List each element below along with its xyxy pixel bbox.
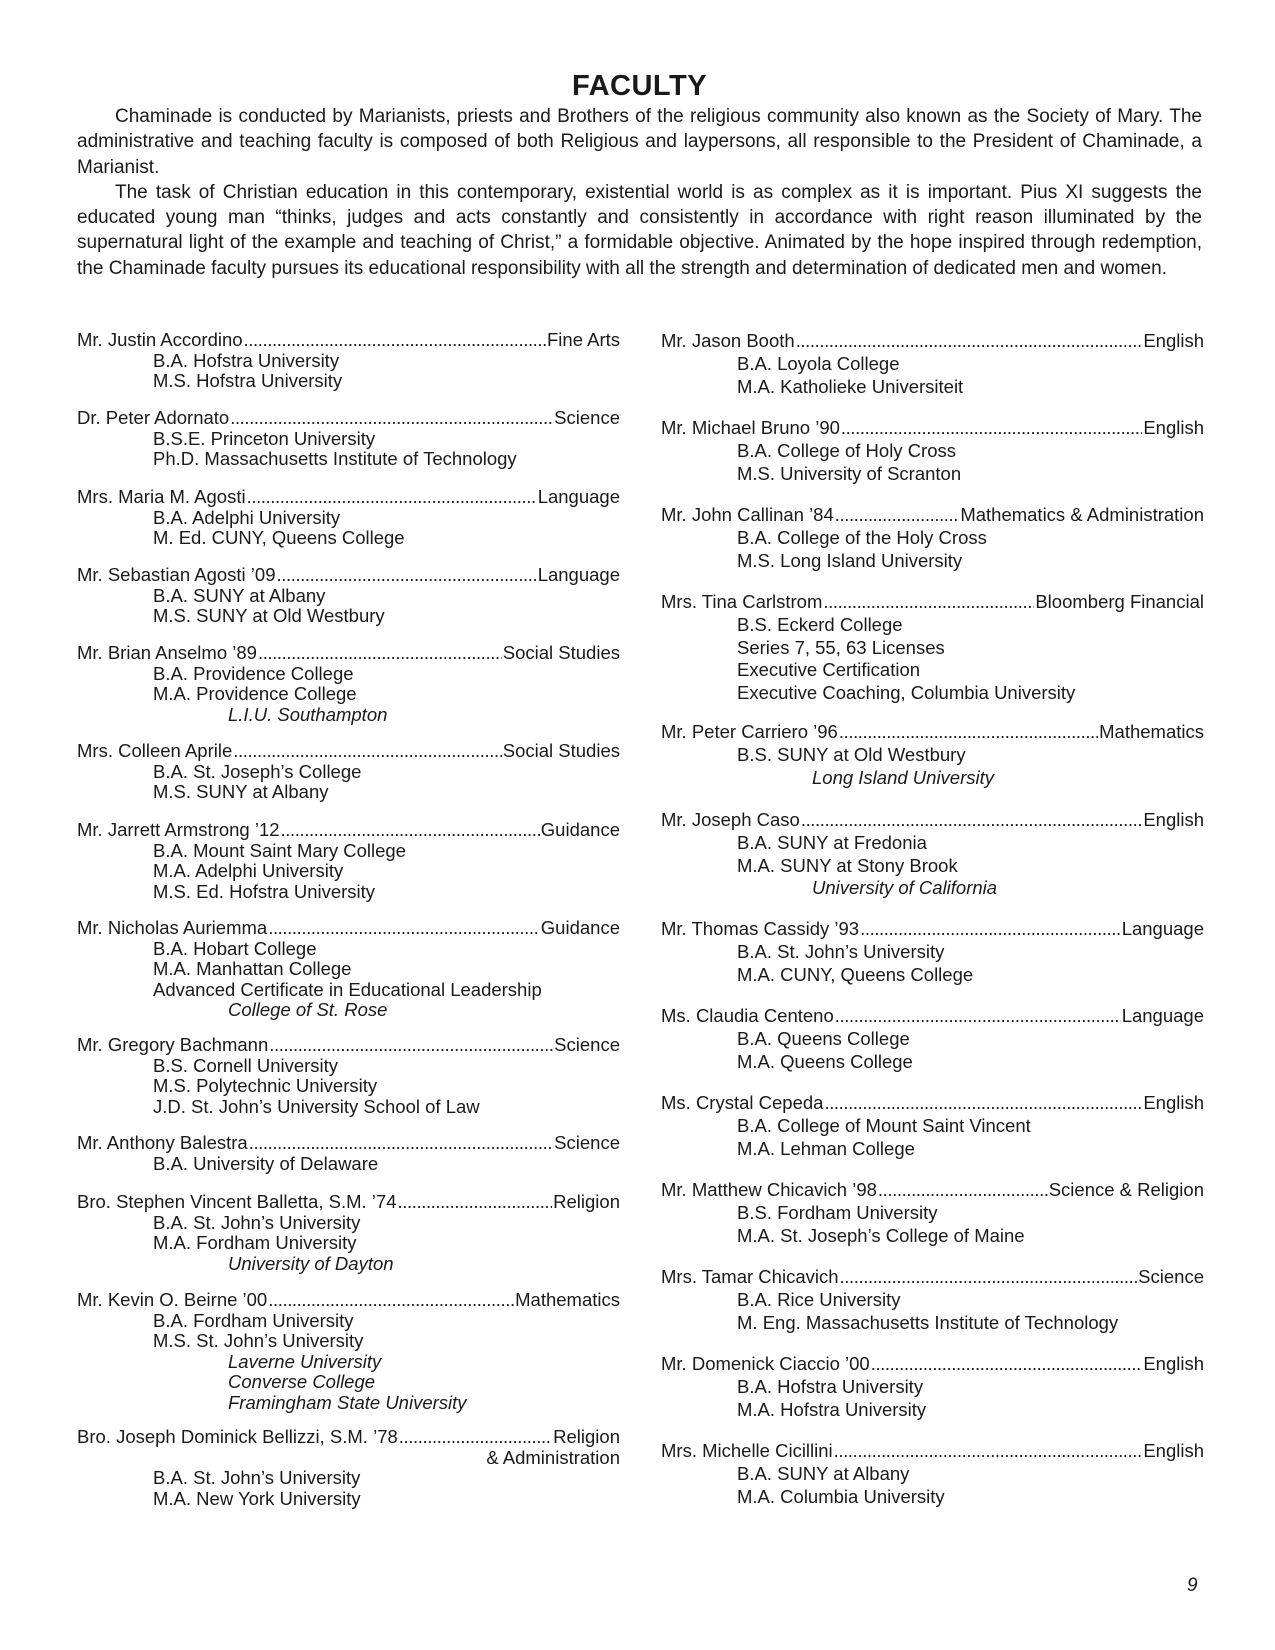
faculty-degree: B.A. Hofstra University (153, 349, 340, 371)
faculty-entry-header (77, 565, 620, 586)
faculty-entry-header (77, 1133, 620, 1154)
faculty-entry-header (77, 1192, 620, 1213)
faculty-name: Mr. Brian Anselmo ’89 (77, 642, 257, 663)
page-number: 9 (1187, 1575, 1198, 1596)
dot-leader (244, 330, 546, 351)
faculty-degree: J.D. St. John’s University School of Law (153, 1095, 480, 1117)
faculty-entry-header (661, 1092, 1204, 1115)
faculty-degree: B.A. Adelphi University (153, 506, 341, 528)
faculty-entry (661, 330, 1204, 398)
faculty-name: Mr. Nicholas Auriemma (77, 917, 268, 938)
faculty-name: Mr. Domenick Ciaccio ’00 (661, 1353, 870, 1374)
faculty-degree: M.A. Providence College (153, 683, 357, 705)
faculty-degree: M. Eng. Massachusetts Institute of Technology (737, 1311, 1119, 1333)
faculty-department: Religion (553, 1191, 620, 1212)
faculty-degree: B.A. Hofstra University (737, 1375, 924, 1397)
faculty-department: Bloomberg Financial (1035, 591, 1204, 612)
faculty-entry (661, 721, 1204, 789)
faculty-department: Guidance (540, 917, 620, 938)
faculty-entry-header (661, 918, 1204, 941)
faculty-name: Mrs. Michelle Cicillini (661, 1440, 833, 1461)
faculty-degree: Series 7, 55, 63 Licenses (737, 636, 945, 658)
faculty-degree: Advanced Certificate in Educational Leadership (153, 978, 542, 1000)
faculty-name: Mr. Justin Accordino (77, 329, 243, 350)
faculty-entry-header (661, 504, 1204, 527)
faculty-degree: B.S. Cornell University (153, 1054, 339, 1076)
faculty-entry-header (661, 1440, 1204, 1463)
dot-leader (796, 330, 1143, 353)
dot-leader (871, 1353, 1143, 1376)
faculty-degree: M.A. SUNY at Stony Brook (737, 854, 958, 876)
faculty-degree: M.S. Polytechnic University (153, 1075, 378, 1097)
faculty-department: Social Studies (502, 740, 620, 761)
faculty-entry (77, 1427, 620, 1509)
faculty-department: Language (537, 486, 620, 507)
faculty-name: Mr. Sebastian Agosti ’09 (77, 564, 276, 585)
faculty-entry-header (77, 330, 620, 351)
faculty-department: English (1143, 330, 1204, 351)
faculty-department-continued: & Administration (486, 1446, 620, 1468)
faculty-entry-header (77, 1290, 620, 1311)
dot-leader (249, 1133, 553, 1154)
faculty-name: Mr. Matthew Chicavich ’98 (661, 1179, 877, 1200)
faculty-degree: Executive Certification (737, 659, 921, 681)
faculty-entry (77, 741, 620, 803)
faculty-degree: M.S. University of Scranton (737, 462, 962, 484)
faculty-entry (661, 504, 1204, 572)
faculty-department: Science (554, 407, 620, 428)
faculty-department: Science (554, 1132, 620, 1153)
faculty-degree: M.A. New York University (153, 1487, 361, 1509)
faculty-name: Mr. Thomas Cassidy ’93 (661, 918, 860, 939)
intro-text (77, 104, 1202, 281)
dot-leader (398, 1192, 553, 1213)
faculty-name: Mr. Gregory Bachmann (77, 1034, 269, 1055)
faculty-degree: B.A. SUNY at Albany (153, 584, 326, 606)
faculty-name: Mr. Peter Carriero ’96 (661, 721, 838, 742)
faculty-graduate-study: University of California (812, 877, 998, 899)
faculty-department: Language (537, 564, 620, 585)
faculty-name: Mrs. Tina Carlstrom (661, 591, 823, 612)
faculty-department: Fine Arts (547, 329, 620, 350)
dot-leader (878, 1179, 1048, 1202)
faculty-degree: B.A. St. John’s University (153, 1467, 361, 1489)
dot-leader (860, 918, 1121, 941)
faculty-graduate-study: Laverne University (228, 1350, 382, 1372)
faculty-department: Social Studies (502, 642, 620, 663)
faculty-entry (77, 330, 620, 392)
faculty-entry (77, 565, 620, 627)
faculty-degree: M.A. Manhattan College (153, 958, 352, 980)
faculty-degree: B.A. Hobart College (153, 937, 317, 959)
dot-leader (269, 1035, 553, 1056)
faculty-name: Dr. Peter Adornato (77, 407, 230, 428)
faculty-graduate-study: L.I.U. Southampton (228, 703, 388, 725)
dot-leader (247, 487, 537, 508)
faculty-entry (77, 408, 620, 470)
faculty-degree: M.A. Fordham University (153, 1232, 357, 1254)
faculty-department: Mathematics (1099, 721, 1204, 742)
faculty-degree: B.A. St. John’s University (737, 940, 945, 962)
faculty-entry (77, 820, 620, 902)
faculty-degree: B.A. College of Holy Cross (737, 439, 957, 461)
faculty-entry-header (77, 1427, 620, 1448)
faculty-degree: M.S. St. John’s University (153, 1330, 364, 1352)
faculty-department: English (1143, 809, 1204, 830)
faculty-entry-header (661, 1353, 1204, 1376)
faculty-department: Science & Religion (1048, 1179, 1204, 1200)
faculty-department: Science (1138, 1266, 1204, 1287)
faculty-degree: B.A. SUNY at Fredonia (737, 831, 927, 853)
dot-leader (840, 1266, 1138, 1289)
faculty-department: Mathematics (515, 1289, 620, 1310)
faculty-entry (661, 1092, 1204, 1160)
faculty-degree: B.A. College of the Holy Cross (737, 526, 987, 548)
faculty-degree: M.S. Ed. Hofstra University (153, 880, 376, 902)
dot-leader (824, 1092, 1142, 1115)
faculty-degree: M.A. Katholieke Universiteit (737, 375, 964, 397)
faculty-entry (661, 1179, 1204, 1247)
faculty-name: Bro. Joseph Dominick Bellizzi, S.M. ’78 (77, 1426, 398, 1447)
faculty-department: English (1143, 1353, 1204, 1374)
faculty-page (77, 68, 1204, 1509)
faculty-graduate-study: College of St. Rose (228, 999, 388, 1021)
intro-paragraph-1: Chaminade is conducted by Marianists, priests and Brothers of the religious community also known as the Society of Mary. The administrative and teaching faculty is composed of both Religious and laypersons, all responsible to the President of Chaminade, a Marianist. (77, 106, 1202, 178)
faculty-name: Mrs. Maria M. Agosti (77, 486, 246, 507)
faculty-entry-header (77, 1035, 620, 1056)
faculty-degree: M. Ed. CUNY, Queens College (153, 527, 405, 549)
faculty-degree: B.A. College of Mount Saint Vincent (737, 1114, 1031, 1136)
faculty-entry-header (77, 741, 620, 762)
faculty-degree: M.S. Long Island University (737, 549, 963, 571)
faculty-name: Ms. Claudia Centeno (661, 1005, 834, 1026)
faculty-department: Guidance (540, 819, 620, 840)
faculty-degree: B.A. SUNY at Albany (737, 1462, 910, 1484)
faculty-department: Religion (553, 1426, 620, 1447)
faculty-degree: B.A. Fordham University (153, 1309, 354, 1331)
dot-leader (834, 1440, 1143, 1463)
faculty-degree: M.S. Hofstra University (153, 370, 343, 392)
faculty-degree: M.A. Columbia University (737, 1485, 945, 1507)
dot-leader (233, 741, 502, 762)
faculty-entry (77, 643, 620, 725)
faculty-entry-header (661, 417, 1204, 440)
faculty-name: Mr. John Callinan ’84 (661, 504, 834, 525)
faculty-entry (661, 1005, 1204, 1073)
faculty-name: Ms. Crystal Cepeda (661, 1092, 824, 1113)
faculty-degree: B.A. Rice University (737, 1288, 901, 1310)
dot-leader (258, 643, 502, 664)
faculty-degree: B.A. St. John’s University (153, 1211, 361, 1233)
dot-leader (399, 1427, 552, 1448)
faculty-entry (77, 1133, 620, 1174)
faculty-name: Mr. Kevin O. Beirne ’00 (77, 1289, 268, 1310)
faculty-entry (661, 1266, 1204, 1334)
faculty-graduate-study: Converse College (228, 1371, 376, 1393)
faculty-entry (661, 591, 1204, 705)
dot-leader (841, 417, 1142, 440)
faculty-degree: B.S. Eckerd College (737, 613, 903, 635)
faculty-department: Mathematics & Administration (960, 504, 1204, 525)
faculty-entry-header (77, 918, 620, 939)
faculty-degree: B.A. St. Joseph’s College (153, 760, 362, 782)
faculty-name: Mrs. Tamar Chicavich (661, 1266, 839, 1287)
faculty-entry-header (661, 1266, 1204, 1289)
faculty-department: Language (1121, 1005, 1204, 1026)
faculty-graduate-study: Long Island University (812, 766, 995, 788)
dot-leader (276, 565, 536, 586)
faculty-degree: B.A. Loyola College (737, 352, 900, 374)
faculty-entry (661, 1353, 1204, 1421)
faculty-degree: Executive Coaching, Columbia University (737, 682, 1076, 704)
faculty-entry-header (77, 820, 620, 841)
faculty-entry-header (661, 721, 1204, 744)
faculty-entry-header (661, 809, 1204, 832)
faculty-degree: M.A. Hofstra University (737, 1398, 927, 1420)
faculty-entry (661, 1440, 1204, 1508)
faculty-degree: B.A. Providence College (153, 662, 354, 684)
faculty-entry (661, 918, 1204, 986)
faculty-entry-header (661, 1179, 1204, 1202)
faculty-entry-header (77, 408, 620, 429)
faculty-degree: B.S. SUNY at Old Westbury (737, 743, 966, 765)
faculty-entry (77, 918, 620, 1021)
dot-leader (268, 918, 540, 939)
faculty-degree: B.A. Mount Saint Mary College (153, 839, 406, 861)
faculty-entry-header (661, 591, 1204, 614)
dot-leader (281, 820, 540, 841)
faculty-degree: B.S.E. Princeton University (153, 427, 376, 449)
faculty-name: Mr. Joseph Caso (661, 809, 800, 830)
faculty-department: English (1143, 1092, 1204, 1113)
page-title: FACULTY (571, 70, 708, 102)
dot-leader (230, 408, 553, 429)
faculty-entry-header (661, 1005, 1204, 1028)
faculty-entry (77, 1035, 620, 1117)
faculty-entry (661, 417, 1204, 485)
faculty-degree: B.A. Queens College (737, 1027, 910, 1049)
faculty-name: Mr. Jason Booth (661, 330, 795, 351)
faculty-graduate-study: Framingham State University (228, 1391, 467, 1413)
faculty-entry (77, 487, 620, 549)
faculty-entry-header (661, 330, 1204, 353)
faculty-degree: M.A. CUNY, Queens College (737, 963, 974, 985)
faculty-department: Science (554, 1034, 620, 1055)
faculty-entry (661, 809, 1204, 900)
intro-paragraph-2: The task of Christian education in this contemporary, existential world is as complex as it is important. Pius XI suggests the educated young man “thinks, judges and acts constantly and consistently in accordance with right reason illuminated by the supernatural light of the example and teaching of Christ,” a formidable objective. Animated by the hope inspired through redemption, the Chaminade faculty pursues its educational responsibility with all the strength and determination of dedicated men and women. (77, 181, 1202, 279)
faculty-degree: M.A. Adelphi University (153, 860, 344, 882)
faculty-department: English (1143, 417, 1204, 438)
faculty-degree: Ph.D. Massachusetts Institute of Technology (153, 448, 517, 470)
dot-leader (801, 809, 1142, 832)
faculty-degree: M.S. SUNY at Albany (153, 781, 329, 803)
faculty-name: Bro. Stephen Vincent Balletta, S.M. ’74 (77, 1191, 397, 1212)
faculty-degree: B.A. University of Delaware (153, 1152, 379, 1174)
faculty-entry (77, 1290, 620, 1414)
dot-leader (268, 1290, 514, 1311)
dot-leader (835, 1005, 1121, 1028)
faculty-degree: B.S. Fordham University (737, 1201, 938, 1223)
faculty-department: English (1143, 1440, 1204, 1461)
faculty-entry-header (77, 643, 620, 664)
dot-leader (839, 721, 1098, 744)
faculty-degree: M.A. Queens College (737, 1050, 913, 1072)
dot-leader (823, 591, 1034, 614)
dot-leader (835, 504, 960, 527)
faculty-name: Mr. Anthony Balestra (77, 1132, 248, 1153)
faculty-entry-header (77, 487, 620, 508)
faculty-degree: M.A. Lehman College (737, 1137, 915, 1159)
faculty-graduate-study: University of Dayton (228, 1252, 394, 1274)
faculty-department: Language (1121, 918, 1204, 939)
faculty-name: Mr. Jarrett Armstrong ’12 (77, 819, 280, 840)
faculty-name: Mr. Michael Bruno ’90 (661, 417, 840, 438)
faculty-degree: M.S. SUNY at Old Westbury (153, 605, 385, 627)
faculty-name: Mrs. Colleen Aprile (77, 740, 233, 761)
faculty-entry (77, 1192, 620, 1274)
faculty-degree: M.A. St. Joseph’s College of Maine (737, 1224, 1025, 1246)
